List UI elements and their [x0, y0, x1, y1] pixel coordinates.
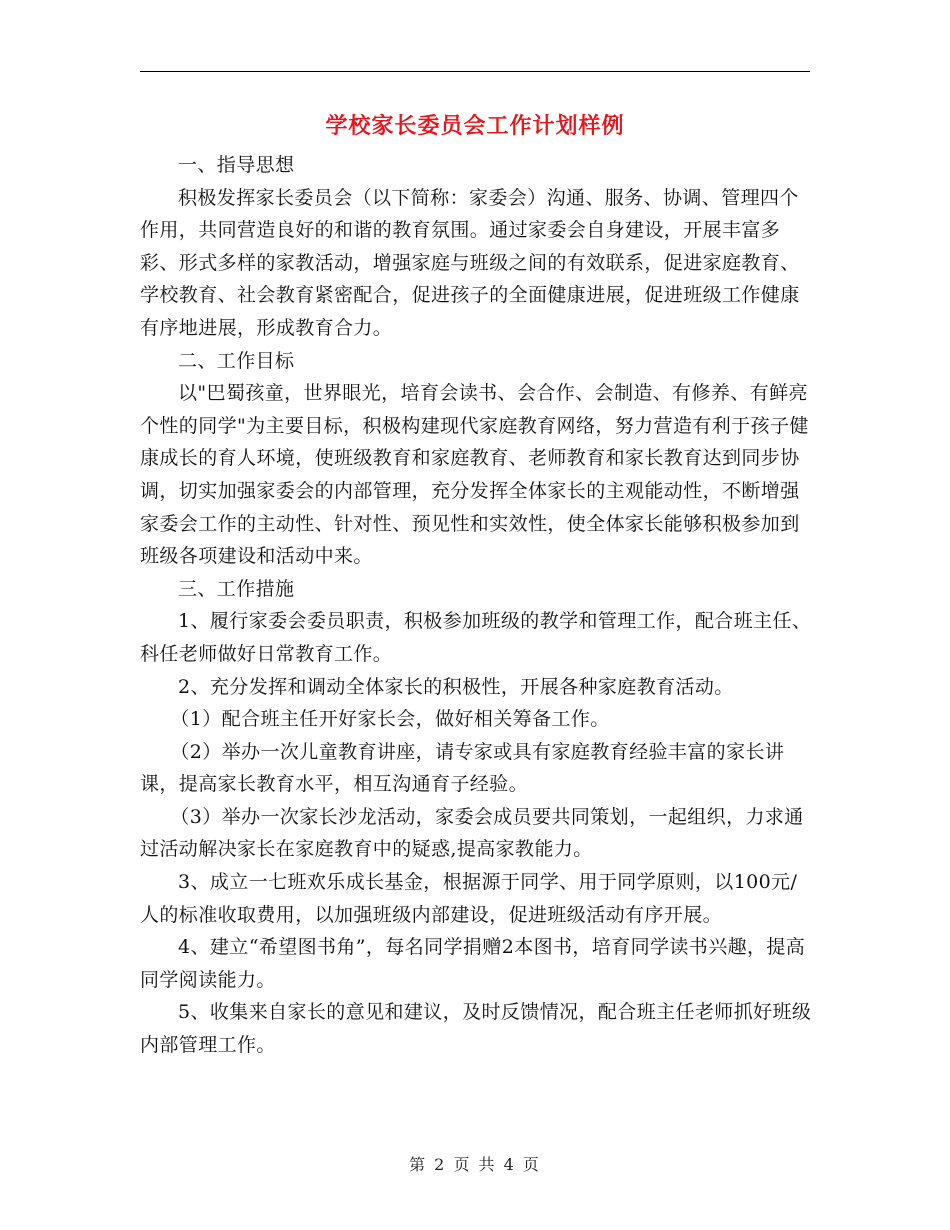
header-rule [140, 71, 810, 72]
paragraph-guiding-idea: 积极发挥家长委员会（以下简称：家委会）沟通、服务、协调、管理四个作用，共同营造良好的和谐的教育氛围。通过家委会自身建设，开展丰富多彩、形式多样的家教活动，增强家庭与班级之间的有效联系，促进家庭教育、学校教育、社会教育紧密配合，促进孩子的全面健康进展，促进班级工作健康有序地进展，形成教育合力。 [140, 186, 800, 339]
document-body [140, 149, 812, 1062]
section-heading-work-measures: 三、工作措施 [178, 577, 295, 600]
measure-subitem-1: （1）配合班主任开好家长会，做好相关筹备工作。 [170, 708, 610, 731]
section-heading-guiding-idea: 一、指导思想 [178, 154, 295, 176]
measure-item-2: 2、充分发挥和调动全体家长的积极性，开展各种家庭教育活动。 [178, 675, 734, 698]
measure-item-3: 3、成立一七班欢乐成长基金，根据源于同学、用于同学原则，以100元/人的标准收取费用，以加强班级内部建设，促进班级活动有序开展。 [140, 871, 798, 926]
measure-item-5: 5、收集来自家长的意见和建议，及时反馈情况，配合班主任老师抓好班级内部管理工作。 [140, 1001, 812, 1057]
measure-subitem-2: （2）举办一次儿童教育讲座，请专家或具有家庭教育经验丰富的家长讲课，提高家长教育水平，相互沟通育子经验。 [140, 740, 785, 796]
measure-item-4: 4、建立“希望图书角”，每名同学捐赠2本图书，培育同学读书兴趣，提高同学阅读能力。 [140, 936, 806, 991]
paragraph-work-goals: 以"巴蜀孩童，世界眼光，培育会读书、会合作、会制造、有修养、有鲜亮个性的同学"为主要目标，积极构建现代家庭教育网络，努力营造有利于孩子健康成长的育人环境，使班级教育和家庭教育、老师教育和家长教育达到同步协调，切实加强家委会的内部管理，充分发挥全体家长的主观能动性，不断增强家委会工作的主动性、针对性、预见性和实效性，使全体家长能够积极参加到班级各项建设和活动中来。 [140, 382, 809, 568]
section-heading-work-goals: 二、工作目标 [178, 349, 295, 372]
measure-subitem-3: （3）举办一次家长沙龙活动，家委会成员要共同策划，一起组织，力求通过活动解决家长在家庭教育中的疑惑,提高家教能力。 [140, 805, 804, 861]
document-title: 学校家长委员会工作计划样例 [325, 113, 625, 139]
page-number-footer: 第 2 页 共 4 页 [409, 1155, 541, 1174]
measure-item-1: 1、履行家委会委员职责，积极参加班级的教学和管理工作，配合班主任、科任老师做好日常教育工作。 [140, 610, 812, 665]
